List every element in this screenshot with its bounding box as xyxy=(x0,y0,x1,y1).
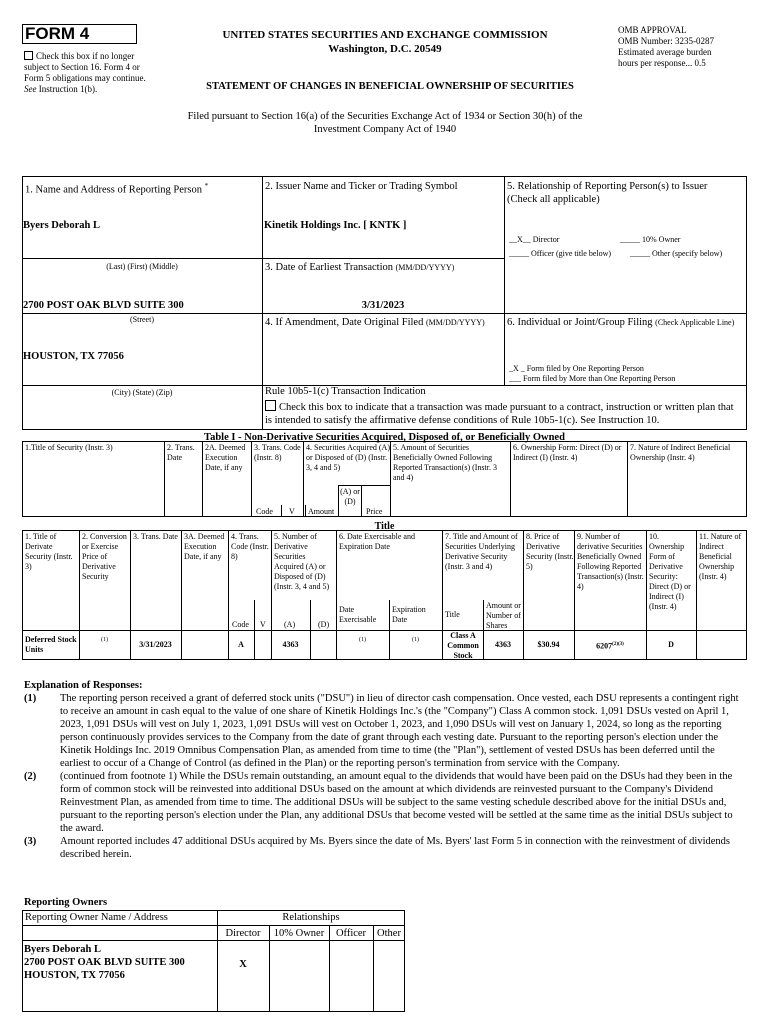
t2-sub-a: (A) xyxy=(284,620,296,629)
t2-col-conversion: 2. Conversion or Exercise Price of Derivative Security xyxy=(82,532,127,581)
owners-col-other: Other xyxy=(377,928,401,939)
issuer-name: Kinetik Holdings Inc. [ KNTK ] xyxy=(264,220,407,231)
t2-row-security: Deferred Stock Units xyxy=(25,635,77,654)
rel-director: __X__ Director xyxy=(509,235,560,244)
box4-label-text: 4. If Amendment, Date Original Filed xyxy=(265,317,424,328)
box6-small: (Check Applicable Line) xyxy=(655,318,735,327)
t1-col-acquired: 4. Securities Acquired (A) or Disposed of (D) (Instr. 3, 4 and 5) xyxy=(306,443,390,472)
agency-name: UNITED STATES SECURITIES AND EXCHANGE COMMISSION xyxy=(222,29,548,41)
box6-label xyxy=(507,316,745,329)
owner-director-mark: X xyxy=(239,959,247,970)
t1-col-date: 2. Trans. Date xyxy=(167,443,195,462)
street-label: (Street) xyxy=(130,315,154,324)
table2-title: Title xyxy=(374,521,395,532)
owners-heading: Reporting Owners xyxy=(24,897,108,908)
reporting-person-name: Byers Deborah L xyxy=(23,220,100,231)
explanation-note-text: (continued from footnote 1) While the DSUs remain outstanding, an amount equal to the dividends that would have been paid on the DSUs had they been in the form of common stock will be reinvested into additional DSUs based on the amount at which dividends are reinvested pursuant to the Company's Dividend Reinvestment Plan, as amended from time to time. The additional DSUs will be subject to the same vesting schedule described above for the initial DSUs and, pursuant to the reporting person's election under the Plan, any additional DSUs that become vested will be settled at the same time as the initial DSUs subject to the award. xyxy=(60,771,733,834)
t2-row-owned: 6207 xyxy=(596,641,613,651)
name-parts-label: (Last) (First) (Middle) xyxy=(106,262,178,271)
t2-row-date-ex: (1) xyxy=(359,637,366,643)
t2-col-code: 4. Trans. Code (Instr. 8) xyxy=(231,532,269,561)
box5-label-text: 5. Relationship of Reporting Person(s) to Issuer xyxy=(507,181,708,192)
owners-col-director: Director xyxy=(225,928,261,939)
explanation-notes xyxy=(24,692,746,861)
t1-sub-aord: (A) or (D) xyxy=(340,487,360,506)
rel-officer: _____ Officer (give title below) xyxy=(509,249,612,258)
table1-title: Table I - Non-Derivative Securities Acquired, Disposed of, or Beneficially Owned xyxy=(204,432,565,443)
t2-row-title: Class A Common Stock xyxy=(447,631,479,660)
t2-col-title: 1. Title of Derivate Security (Instr. 3) xyxy=(25,532,73,571)
t1-col-nature: 7. Nature of Indirect Beneficial Ownership (Instr. 4) xyxy=(630,443,731,462)
t1-sub-code: Code xyxy=(256,507,273,516)
t1-col-form: 6. Ownership Form: Direct (D) or Indirect (I) (Instr. 4) xyxy=(513,443,622,462)
box5-label xyxy=(507,180,743,206)
t1-col-code: 3. Trans. Code (Instr. 8) xyxy=(254,443,301,462)
section16-checkbox-text: Check this box if no longer subject to Section 16. Form 4 or Form 5 obligations may continue. xyxy=(24,51,146,83)
box4-label xyxy=(265,316,485,329)
t2-row-form: D xyxy=(668,640,674,649)
box5-sub: (Check all applicable) xyxy=(507,194,600,205)
section16-instruction: Instruction 1(b). xyxy=(38,84,98,94)
explanation-note-number: (2) xyxy=(24,771,37,782)
omb-number: OMB Number: 3235-0287 xyxy=(618,36,714,46)
rule-10b5-checkbox[interactable] xyxy=(265,400,276,411)
section16-checkbox[interactable] xyxy=(24,51,33,60)
rel-other: _____ Other (specify below) xyxy=(630,249,723,258)
filing-more-persons: ___ Form filed by More than One Reporting Person xyxy=(509,374,676,383)
earliest-transaction-date: 3/31/2023 xyxy=(361,300,405,311)
rule-10b5-title: Rule 10b5-1(c) Transaction Indication xyxy=(265,386,426,397)
owner-street: 2700 POST OAK BLVD SUITE 300 xyxy=(24,957,185,968)
t2-sub-amount: Amount or Number of Shares xyxy=(486,601,521,630)
t1-col-amount: 5. Amount of Securities Beneficially Owned Following Reported Transaction(s) (Instr. 3 and 4) xyxy=(393,443,497,482)
t1-sub-v: V xyxy=(289,507,295,516)
omb-title: OMB APPROVAL xyxy=(618,25,687,35)
reporting-person-city: HOUSTON, TX 77056 xyxy=(23,351,124,362)
t2-row-owned-cell xyxy=(574,640,646,652)
filing-one-person: _X _ Form filed by One Reporting Person xyxy=(509,364,644,373)
rule-10b5-text: Check this box to indicate that a transaction was made pursuant to a contract, instruction or written plan that is intended to satisfy the affirmative defense conditions of Rule 10b5-1(c). See Instruction 10. xyxy=(265,402,734,426)
box1-label xyxy=(25,180,208,197)
t2-row-conversion: (1) xyxy=(101,637,108,643)
box1-label-text: 1. Name and Address of Reporting Person xyxy=(25,184,203,196)
owners-col-officer: Officer xyxy=(335,928,367,939)
box1-asterisk: * xyxy=(204,182,209,190)
t2-col-form: 10. Ownership Form of Derivative Security: Direct (D) or Indirect (I) (Instr. 4) xyxy=(649,532,691,611)
owners-col-ten-pct: 10% Owner xyxy=(273,928,325,939)
t2-col-date: 3. Trans. Date xyxy=(133,532,178,541)
box3-label-text: 3. Date of Earliest Transaction xyxy=(265,262,394,273)
t2-sub-code: Code xyxy=(232,620,249,629)
t2-col-exercisable: 6. Date Exercisable and Expiration Date xyxy=(339,532,415,551)
explanation-note-number: (3) xyxy=(24,836,37,847)
agency-city: Washington, D.C. 20549 xyxy=(328,43,442,55)
statement-title: STATEMENT OF CHANGES IN BENEFICIAL OWNERSHIP OF SECURITIES xyxy=(206,81,574,92)
t2-sub-title: Title xyxy=(445,610,460,619)
omb-approval xyxy=(618,25,748,69)
t2-col-underlying: 7. Title and Amount of Securities Underlying Derivative Security (Instr. 3 and 4) xyxy=(445,532,518,571)
t2-col-number: 5. Number of Derivative Securities Acquired (A) or Disposed of (D) (Instr. 3, 4 and 5) xyxy=(274,532,330,591)
t1-sub-amount: Amount xyxy=(308,507,335,516)
t2-col-nature: 11. Nature of Indirect Beneficial Ownership (Instr. 4) xyxy=(699,532,742,581)
explanation-note xyxy=(24,692,746,770)
t2-sub-v: V xyxy=(260,620,266,629)
t2-col-owned: 9. Number of derivative Securities Beneficially Owned Following Reported Transaction(s) (Instr. 4) xyxy=(577,532,644,591)
t2-row-price: $30.94 xyxy=(537,640,560,649)
section16-checkbox-block xyxy=(24,51,154,95)
box3-format: (MM/DD/YYYY) xyxy=(395,263,455,272)
owner-address xyxy=(24,943,185,982)
box6-label-text: 6. Individual or Joint/Group Filing xyxy=(507,317,653,328)
box2-label: 2. Issuer Name and Ticker or Trading Symbol xyxy=(265,181,458,192)
t1-col-deemed: 2A. Deemed Execution Date, if any xyxy=(205,443,246,472)
owner-city: HOUSTON, TX 77056 xyxy=(24,970,125,981)
t2-row-code: A xyxy=(238,640,244,649)
t2-sub-exp: Expiration Date xyxy=(392,605,426,624)
explanation-note xyxy=(24,835,746,861)
omb-burden: Estimated average burden xyxy=(618,47,712,57)
t2-col-price: 8. Price of Derivative Security (Instr. 5) xyxy=(526,532,574,571)
t2-row-exp: (1) xyxy=(412,637,419,643)
section16-see: See xyxy=(24,84,37,94)
reporting-person-street: 2700 POST OAK BLVD SUITE 300 xyxy=(23,300,184,311)
omb-hours: hours per response... 0.5 xyxy=(618,58,706,68)
owner-name: Byers Deborah L xyxy=(24,944,101,955)
rule-10b5-block xyxy=(265,400,743,427)
box4-format: (MM/DD/YYYY) xyxy=(425,318,485,327)
t1-col-title: 1.Title of Security (Instr. 3) xyxy=(25,443,113,452)
explanation-note-text: The reporting person received a grant of deferred stock units ("DSU") in lieu of director cash compensation. Once vested, each DSU represents a contingent right to receive an amount in cash equal to the value of one share of Kinetik Holdings Inc.'s (the "Company") Class A common stock. 1,091 DSUs vested on April 1, 2023, 1,091 DSUs will vest on July 1, 2023, 1,091 DSUs will vest on October 1, 2023, and 1,090 DSUs will vest on January 1, 2024, so long as the reporting person continuously provides services to the Company from the date of grant through each vesting date. Pursuant to the reporting person's election under the Kinetik Holdings Inc. 2019 Omnibus Compensation Plan, as amended from time to time (the "Plan"), settlement of vested DSUs has been deferred until the earliest to occur of a Change of Control (as defined in the Plan) or the reporting person's termination from service with the Company. xyxy=(60,693,739,769)
owners-col-name: Reporting Owner Name / Address xyxy=(25,912,168,923)
owners-col-relationships: Relationships xyxy=(282,912,340,923)
t1-sub-price: Price xyxy=(366,507,383,516)
t2-row-owned-footnote: (2)(3) xyxy=(612,642,624,647)
explanation-note-number: (1) xyxy=(24,693,37,704)
t2-sub-date-ex: Date Exercisable xyxy=(339,605,377,624)
explanation-note xyxy=(24,770,746,835)
filed-line-1: Filed pursuant to Section 16(a) of the Securities Exchange Act of 1934 or Section 30(h) of the xyxy=(187,111,583,122)
t2-row-date: 3/31/2023 xyxy=(139,640,172,649)
t2-col-deemed: 3A. Deemed Execution Date, if any xyxy=(184,532,225,561)
filed-pursuant xyxy=(100,110,670,136)
form-title: FORM 4 xyxy=(22,24,137,44)
explanation-note-text: Amount reported includes 47 additional DSUs acquired by Ms. Byers since the date of Ms. Byers' last Form 5 in connection with the reinvestment of dividends described herein. xyxy=(60,836,730,860)
t2-sub-d: (D) xyxy=(318,620,330,629)
t2-row-shares: 4363 xyxy=(495,640,511,649)
box3-label xyxy=(265,261,454,274)
t2-row-acquired: 4363 xyxy=(282,640,299,649)
explanation-heading: Explanation of Responses: xyxy=(24,680,143,691)
rel-ten-pct: _____ 10% Owner xyxy=(620,235,681,244)
filed-line-2: Investment Company Act of 1940 xyxy=(313,124,457,135)
city-label: (City) (State) (Zip) xyxy=(111,388,173,397)
